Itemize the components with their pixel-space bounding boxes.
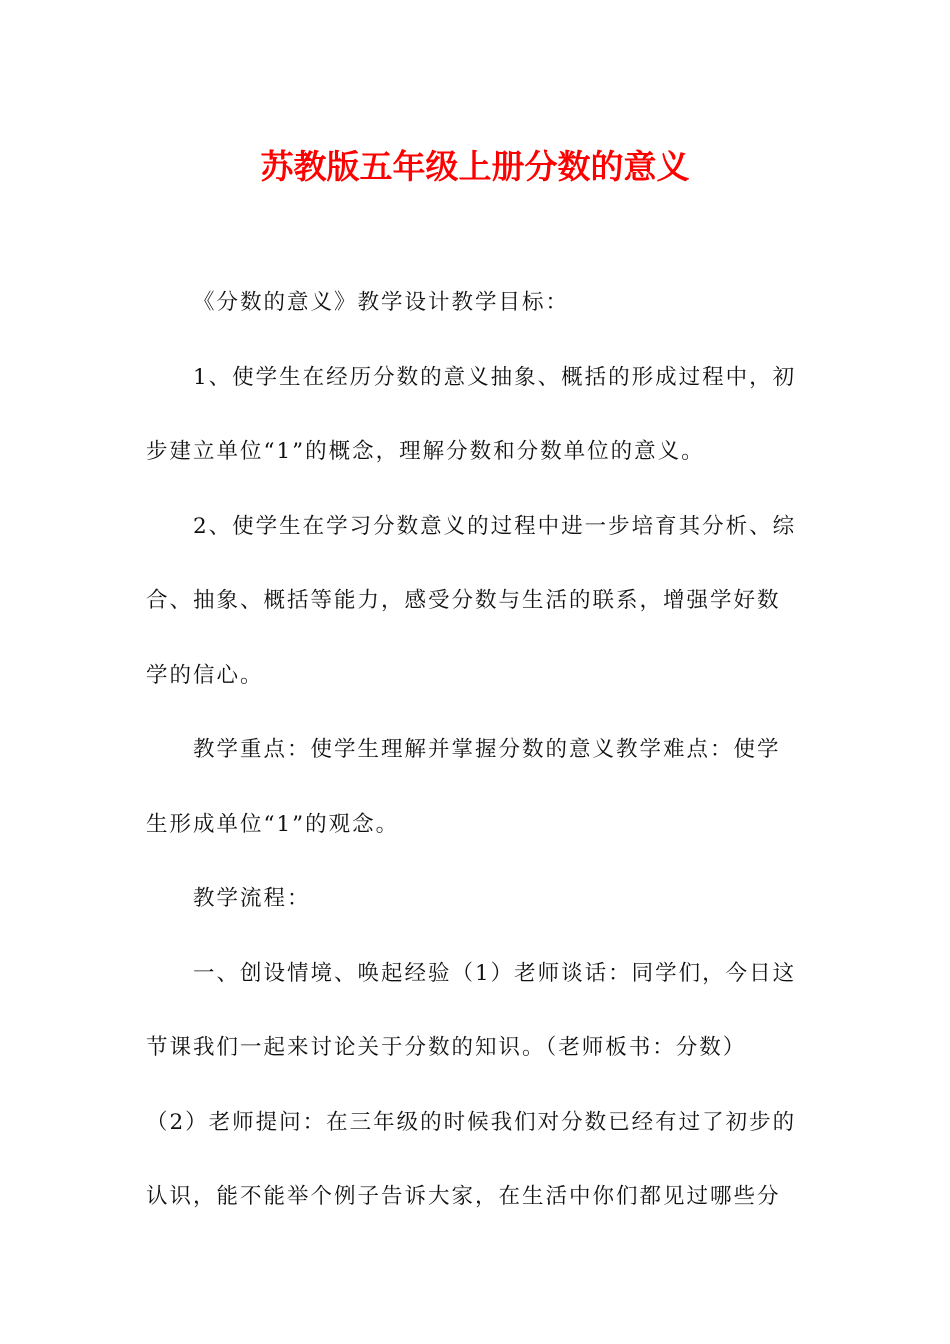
paragraph-line: 节课我们一起来讨论关于分数的知识。（老师板书：分数）: [146, 1035, 747, 1060]
paragraph-line: 认识，能不能举个例子告诉大家，在生活中你们都见过哪些分: [146, 1184, 781, 1209]
paragraph-line: 教学流程：: [193, 886, 311, 911]
paragraph-line: 1、使学生在经历分数的意义抽象、概括的形成过程中，初: [193, 364, 797, 390]
paragraph-line: 合、抽象、概括等能力，感受分数与生活的联系，增强学好数: [146, 588, 781, 613]
paragraph-line: 一、创设情境、唤起经验（1）老师谈话：同学们，今日这: [193, 960, 797, 986]
paragraph-line: 步建立单位“1”的概念，理解分数和分数单位的意义。: [146, 439, 705, 464]
paragraph-line: 生形成单位“1”的观念。: [146, 811, 400, 837]
paragraph-line: 学的信心。: [146, 662, 264, 688]
document-title: 苏教版五年级上册分数的意义: [260, 147, 690, 186]
paragraph-line: 教学重点：使学生理解并掌握分数的意义教学难点：使学: [193, 737, 781, 762]
document-body: [146, 280, 806, 1249]
paragraph-line: 2、使学生在学习分数意义的过程中进一步培育其分析、综: [193, 513, 797, 539]
paragraph-line: （2）老师提问：在三年级的时候我们对分数已经有过了初步的: [146, 1109, 797, 1135]
paragraph-line: 《分数的意义》教学设计教学目标：: [193, 290, 570, 315]
